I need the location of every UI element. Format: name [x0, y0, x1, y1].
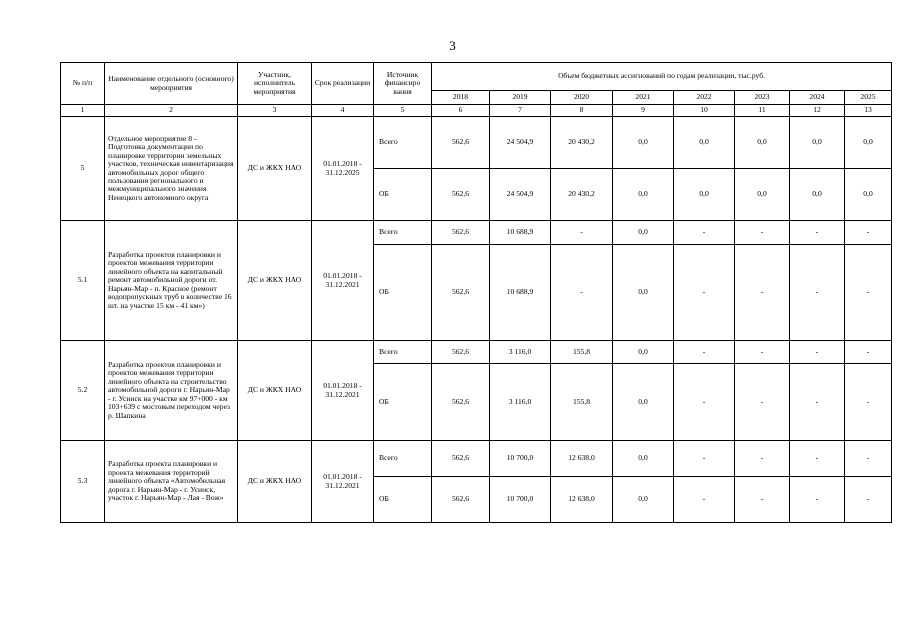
measure-name: Разработка проекта планировки и проекта межевания территорий линейного объекта «Автомобильная дорога г. Нарьян-Мар - г. Усинск, участок г. Нарьян-Мар - Лая - Вож» — [105, 441, 238, 523]
budget-value: - — [674, 341, 735, 364]
executor: ДС и ЖКХ НАО — [238, 441, 312, 523]
budget-value: 0,0 — [674, 117, 735, 169]
budget-value: - — [735, 441, 790, 477]
header-name: Наименование отдельного (основного) мероприятия — [105, 63, 238, 105]
term: 01.01.2018 - 31.12.2025 — [312, 117, 374, 221]
budget-value: 3 116,0 — [490, 341, 551, 364]
column-number: 7 — [490, 105, 551, 117]
budget-value: - — [674, 477, 735, 523]
budget-table — [60, 62, 892, 523]
budget-value: - — [674, 221, 735, 245]
budget-value: 155,8 — [551, 341, 613, 364]
column-number: 1 — [61, 105, 105, 117]
term: 01.01.2018 - 31.12.2021 — [312, 221, 374, 341]
term: 01.01.2018 - 31.12.2021 — [312, 441, 374, 523]
funding-source: Всего — [374, 341, 432, 364]
budget-value: - — [845, 245, 892, 341]
budget-value: 562,6 — [432, 221, 490, 245]
header-year: 2018 — [432, 91, 490, 105]
funding-source: ОБ — [374, 245, 432, 341]
funding-source: Всего — [374, 441, 432, 477]
budget-value: 20 430,2 — [551, 169, 613, 221]
column-number: 10 — [674, 105, 735, 117]
page-number: 3 — [449, 38, 456, 53]
budget-value: - — [735, 245, 790, 341]
budget-value: - — [735, 477, 790, 523]
column-number: 3 — [238, 105, 312, 117]
header-term: Срок реализации — [312, 63, 374, 105]
budget-value: 0,0 — [790, 169, 845, 221]
budget-value: 0,0 — [613, 441, 674, 477]
executor: ДС и ЖКХ НАО — [238, 117, 312, 221]
column-number: 13 — [845, 105, 892, 117]
header-num: № п/п — [61, 63, 105, 105]
budget-value: 0,0 — [613, 364, 674, 441]
funding-source: ОБ — [374, 169, 432, 221]
budget-value: 155,8 — [551, 364, 613, 441]
budget-value: 0,0 — [613, 341, 674, 364]
funding-source: ОБ — [374, 477, 432, 523]
budget-value: 0,0 — [613, 477, 674, 523]
executor: ДС и ЖКХ НАО — [238, 341, 312, 441]
budget-value: - — [845, 221, 892, 245]
budget-value: 12 638,0 — [551, 477, 613, 523]
column-number: 2 — [105, 105, 238, 117]
column-number: 8 — [551, 105, 613, 117]
measure-name: Отдельное мероприятие 8 - Подготовка документации по планировке территории земельных участков, техническая инвентаризация автомобильных дорог общего пользования регионального и межмуниципального значения Ненецкого автономного округа — [105, 117, 238, 221]
budget-value: 10 688,9 — [490, 221, 551, 245]
term: 01.01.2018 - 31.12.2021 — [312, 341, 374, 441]
header-year: 2025 — [845, 91, 892, 105]
table-row — [61, 441, 892, 477]
budget-value: 562,6 — [432, 441, 490, 477]
measure-name: Разработка проектов планировки и проектов межевания территории линейного объекта на капитальный ремонт автомобильной дороги от. Нарьян-Мар - п. Красное (ремонт водопропускных труб в количестве 16 шт. на участке 15 км - 41 км») — [105, 221, 238, 341]
budget-value: - — [551, 245, 613, 341]
budget-value: 562,6 — [432, 169, 490, 221]
row-number: 5.2 — [61, 341, 105, 441]
budget-value: 3 116,0 — [490, 364, 551, 441]
column-number: 12 — [790, 105, 845, 117]
header-year: 2021 — [613, 91, 674, 105]
budget-value: 0,0 — [613, 169, 674, 221]
budget-value: 562,6 — [432, 117, 490, 169]
header-executor: Участник, исполнитель мероприятия — [238, 63, 312, 105]
budget-value: 0,0 — [735, 169, 790, 221]
column-number: 11 — [735, 105, 790, 117]
budget-value: - — [674, 441, 735, 477]
column-number: 4 — [312, 105, 374, 117]
budget-value: - — [790, 441, 845, 477]
budget-value: - — [674, 245, 735, 341]
measure-name: Разработка проектов планировки и проектов межевания территории линейного объекта на строительство автомобильной дороги г. Нарьян-Мар - г. Усинск на участке км 97+000 - км 103+639 с мостовым переходом через р. Шапкина — [105, 341, 238, 441]
budget-value: - — [790, 341, 845, 364]
budget-value: 0,0 — [674, 169, 735, 221]
budget-value: 10 700,0 — [490, 477, 551, 523]
budget-value: 0,0 — [613, 245, 674, 341]
funding-source: Всего — [374, 221, 432, 245]
budget-value: - — [790, 477, 845, 523]
budget-value: 24 504,9 — [490, 117, 551, 169]
header-year: 2020 — [551, 91, 613, 105]
table-row — [61, 221, 892, 245]
budget-value: 0,0 — [613, 117, 674, 169]
table-row — [61, 341, 892, 364]
budget-value: 10 700,0 — [490, 441, 551, 477]
budget-value: - — [674, 364, 735, 441]
budget-value: - — [735, 364, 790, 441]
funding-source: ОБ — [374, 364, 432, 441]
header-year: 2019 — [490, 91, 551, 105]
header-budget: Объем бюджетных ассигнований по годам реализации, тыс.руб. — [432, 63, 892, 91]
budget-value: 24 504,9 — [490, 169, 551, 221]
budget-value: - — [790, 245, 845, 341]
budget-value: 562,6 — [432, 364, 490, 441]
budget-value: - — [735, 221, 790, 245]
budget-value: - — [551, 221, 613, 245]
column-number: 9 — [613, 105, 674, 117]
header-year: 2024 — [790, 91, 845, 105]
budget-value: 12 638,0 — [551, 441, 613, 477]
funding-source: Всего — [374, 117, 432, 169]
budget-value: - — [790, 364, 845, 441]
budget-value: - — [845, 341, 892, 364]
budget-value: 562,6 — [432, 245, 490, 341]
budget-value: - — [790, 221, 845, 245]
header-year: 2023 — [735, 91, 790, 105]
budget-value: 20 430,2 — [551, 117, 613, 169]
budget-value: 0,0 — [735, 117, 790, 169]
budget-value: - — [845, 364, 892, 441]
column-number: 6 — [432, 105, 490, 117]
row-number: 5.3 — [61, 441, 105, 523]
budget-value: - — [735, 341, 790, 364]
table-row — [61, 117, 892, 169]
row-number: 5.1 — [61, 221, 105, 341]
budget-value: - — [845, 441, 892, 477]
executor: ДС и ЖКХ НАО — [238, 221, 312, 341]
budget-value: 10 688,9 — [490, 245, 551, 341]
budget-value: 562,6 — [432, 341, 490, 364]
row-number: 5 — [61, 117, 105, 221]
budget-value: - — [845, 477, 892, 523]
column-number: 5 — [374, 105, 432, 117]
budget-value: 562,6 — [432, 477, 490, 523]
budget-value: 0,0 — [790, 117, 845, 169]
budget-value: 0,0 — [845, 169, 892, 221]
budget-value: 0,0 — [845, 117, 892, 169]
header-source: Источник финансиро вания — [374, 63, 432, 105]
header-year: 2022 — [674, 91, 735, 105]
budget-value: 0,0 — [613, 221, 674, 245]
